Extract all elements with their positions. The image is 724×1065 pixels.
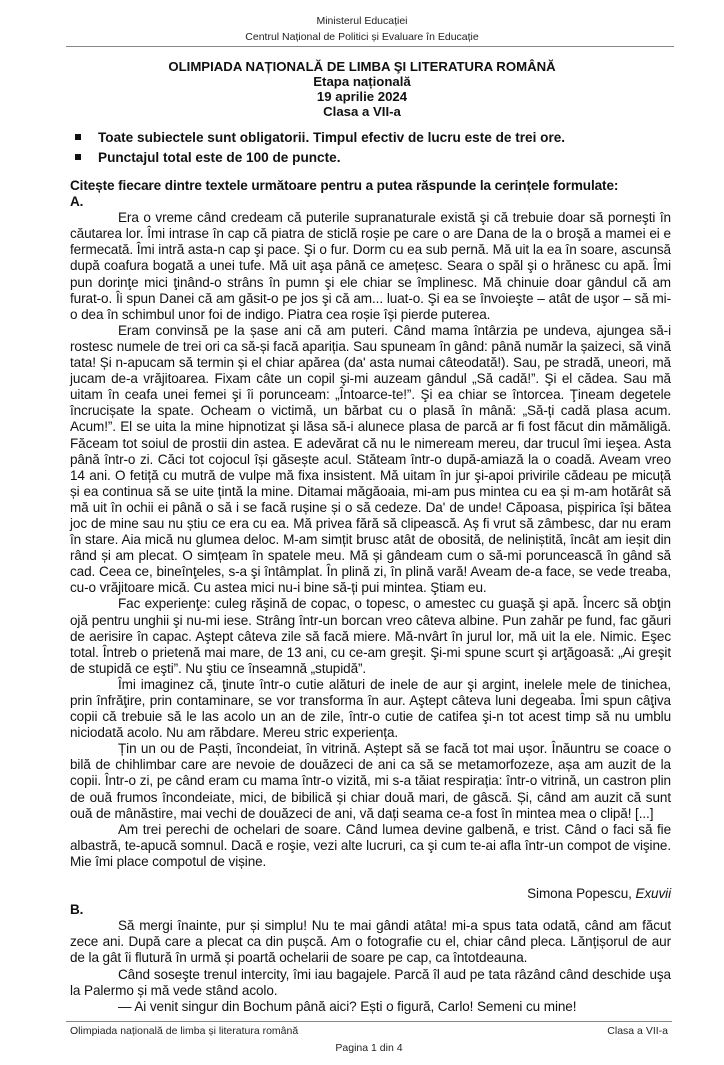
square-bullet-icon: [75, 134, 81, 140]
square-bullet-icon: [75, 154, 81, 160]
olympiad-title: OLIMPIADA NAȚIONALĂ DE LIMBA ŞI LITERATURA ROMÂNĂ: [168, 59, 556, 74]
paragraph: Țin un ou de Paști, încondeiat, în vitrină. Aștept să se facă tot mai ușor. Înăuntru se coace o bilă de chihlimbar care are nevoie de douăzeci de ani ca să se metamorfozeze, așa am auzit de la copii. Într-o zi, pe când eram cu mama într-o vizită, mi s-a tăiat respirația: într-o vitrină, un castron plin de ouă frumos încondeiate, mici, de bibilică și chiar două mari, de gâscă. Și, când am auzit că sunt ouă de mânăstire, mai vechi de douăzeci de ani, vă dați seama ce-a fost în mintea mea o clipă! [...]: [70, 741, 671, 821]
text-b-label: B.: [70, 902, 84, 918]
text-a-label: A.: [70, 194, 84, 210]
exam-date: 19 aprilie 2024: [316, 89, 408, 104]
rule-item: [72, 127, 565, 147]
paragraph: Când soseşte trenul intercity, îmi iau bagajele. Parcă îl aud pe tata râzând când deschide uşa la Palermo și mă vede stând acolo.: [70, 966, 671, 998]
paragraph: Fac experienţe: culeg răşină de copac, o topesc, o amestec cu guaşă şi apă. Încerc să obţin ojă pentru unghii şi nu-mi iese. Strâng într-un borcan vreo câteva albine. Pun zahăr pe fund, fac găuri de aerisire în capac. Aştept câteva zile să facă miere. Mă-nvârt în jurul lor, mă uit la ele. Nimic. Eşec total. Întreb o prietenă mai mare, de 13 ani, cu ce-am greşit. Şi-mi spune scurt şi arţăgoasă: „Ai greşit de stupidă ce eşti”. Nu ştiu ce înseamnă „stupidă”.: [70, 596, 671, 676]
rule-text: Punctajul total este de 100 de puncte.: [98, 149, 341, 165]
center-header: Centrul Național de Politici și Evaluare în Educație: [245, 31, 479, 43]
rule-text: Toate subiectele sunt obligatorii. Timpul efectiv de lucru este de trei ore.: [98, 129, 566, 145]
page-footer: [66, 1021, 672, 1065]
paragraph: Eram convinsă pe la șase ani că am puteri. Când mama întârzia pe undeva, ajungea să-i rostesc numele de trei ori ca să-și facă apariția. Sau spuneam în gând: până număr la șaizeci, să vină tata! Și n-apucam să termin și el chiar apărea (da' asta numai câteodată!). Sau, pe stradă, uneori, mă jucam de-a vrăjitoarea. Fixam câte un copil şi-mi auzeam gândul „Să cadă!”. Şi el cădea. Sau mă uitam în ceafa unei femei şi îi porunceam: „Întoarce-te!”. Şi ea chiar se întorcea. Ţineam degetele încrucișate la spate. Ocheam o victimă, un bărbat cu o plasă în mână: „Să-ți cadă plasa acum. Acum!”. El se uita la mine hipnotizat şi lăsa să-i alunece plasa de parcă ar fi fost făcut din mămăligă. Făceam tot soiul de prostii din astea. E adevărat că nu le nimeream mereu, dar trucul îmi ieşea. Asta până într-o zi. Căci tot cojocul își găsește acul. Stăteam într-o după-amiază la o coadă. Aveam vreo 14 ani. O fetiță cu mutră de vulpe mă fixa insistent. Mă uitam în jur şi-apoi privirile cădeau pe micuță și ea continua să se uite țintă la mine. Ditamai măgăoaia, mi-am pus mintea cu ea și m-am hotărât să mă uit în ochii ei până o să i se facă rușine și o să cedeze. Da' de unde! Căpoasa, pișpirica își bătea joc de mine sau nu știu ce era cu ea. Mă privea fără să clipească. Aș fi vrut să zâmbesc, dar nu eram în stare. Aia mică nu glumea deloc. M-am simțit brusc atât de obosită, de neliniștită, încât am ieșit din rând și am plecat. O simțeam în spatele meu. Mă și gândeam cum o să-mi poruncească în gând să cad. Ceea ce, bineînţeles, s-a şi întâmplat. În plină zi, în plină vară! Aveam de-a face, se vede treaba, cu-o vrăjitoare mică. Cu astea mici nu-i bine să-ți pui mintea. Ştiam eu.: [70, 322, 671, 596]
ministry-header: Ministerul Educației: [316, 15, 408, 27]
footer-right: Clasa a VII-a: [607, 1024, 668, 1037]
paragraph: Era o vreme când credeam că puterile supranaturale există şi că trebuie doar să porneşti în căutarea lor. Îmi intrase în cap că piatra de sticlă roșie pe care o are Dana de la o broşă a mamei ei e fermecată. Îmi intră asta-n cap şi pace. Şi o fur. Dorm cu ea sub pernă. Mă uit la ea în soare, ascunsă după coafura bogată a unei tufe. Mă uit aşa până ce amețesc. Seara o spăl şi o hrănesc cu apă. Îmi pun dorinţe mici ţinând-o strâns în pumn şi ele chiar se împlinesc. Mă chinuie doar gândul că am furat-o. Îi spun Danei că am găsit-o pe jos şi că am... luat-o. Şi ea se învoieşte – atât de uşor – să mi-o dea în schimbul unor foi de indigo. Piatra cea roșie își pierde puterea.: [70, 210, 671, 322]
paragraph: Am trei perechi de ochelari de soare. Când lumea devine galbenă, e trist. Când o faci să fie albastră, te-apucă somnul. Dacă e roşie, vezi alte lucruri, ca şi cum te-ai afla într-un compot de vişine. Mie îmi place compotul de vișine.: [70, 821, 671, 869]
footer-left: Olimpiada națională de limba și literatura română: [70, 1024, 299, 1037]
source-citation: [70, 886, 671, 902]
header-divider: [66, 46, 674, 47]
document-body: [70, 178, 671, 1015]
stage: Etapa națională: [313, 74, 411, 89]
paragraph: — Ai venit singur din Bochum până aici? Ești o figură, Carlo! Semeni cu mine!: [118, 998, 577, 1014]
paragraph: Să mergi înainte, pur și simplu! Nu te mai gândi atâta! mi-a spus tata odată, când am făcut zece ani. După care a plecat ca din pușcă. Am o fotografie cu el, chiar când pleca. Lănțișorul de aur de la gât îi flutură în urmă și poartă ochelarii de soare pe cap, ca întotdeauna.: [70, 918, 671, 966]
rule-item: [72, 147, 565, 167]
page-number: Pagina 1 din 4: [335, 1041, 403, 1054]
author: Simona Popescu,: [527, 886, 636, 902]
grade: Clasa a VII-a: [323, 104, 401, 119]
exam-rules: [72, 127, 565, 167]
instruction: Citește fiecare dintre textele următoare pentru a putea răspunde la cerințele formulate:: [70, 178, 619, 193]
paragraph: Îmi imaginez că, ţinute într-o cutie alături de inele de aur şi argint, inelele mele de tinichea, prin înfrăţire, prin contaminare, se vor transforma în aur. Aştept câteva luni degeaba. Îmi spun câţiva copii că trebuie să le las acolo un an de zile, într-o cutie de catifea şi-n tot acest timp să nu umblu niciodată acolo. Nu am răbdare. Mereu stric experiența.: [70, 676, 671, 741]
work-title: Exuvii: [635, 886, 671, 902]
